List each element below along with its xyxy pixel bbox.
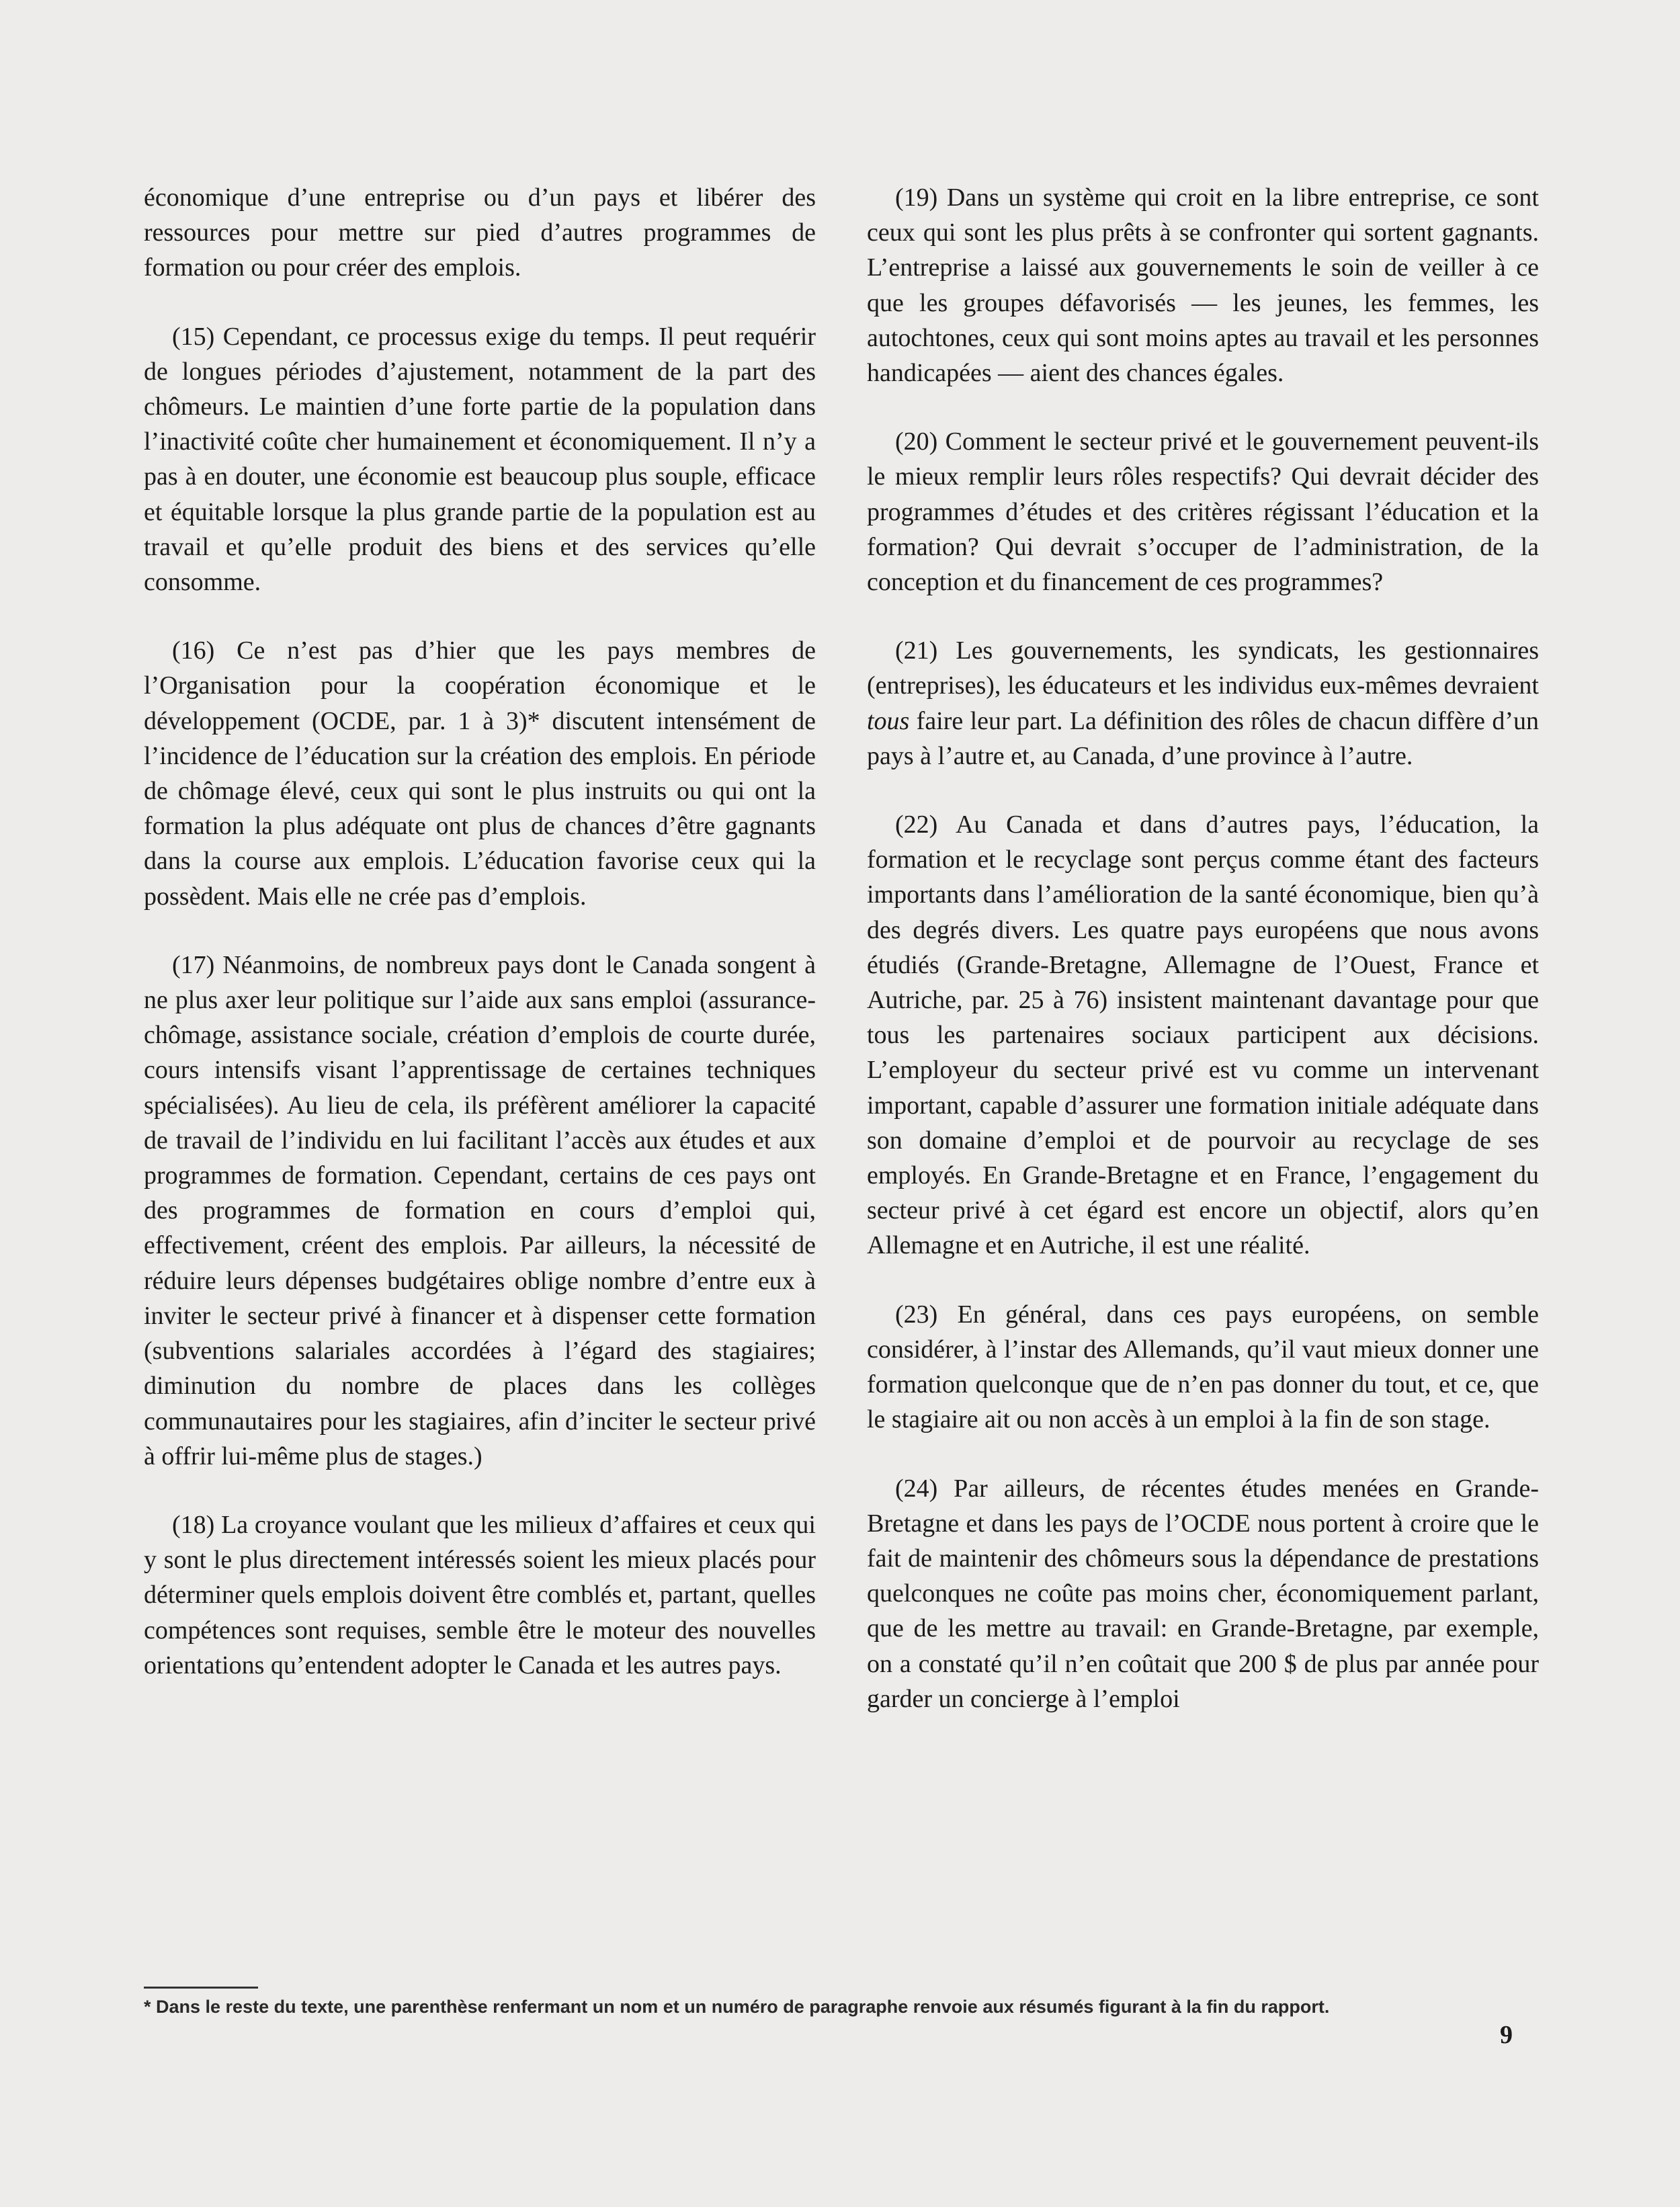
footnote-divider	[144, 1987, 258, 1989]
paragraph-16: (16) Ce n’est pas d’hier que les pays membres de l’Organisation pour la coopération économique et le développement (OCDE, par. 1 à 3)* discutent intensément de l’incidence de l’éducation sur la création des emplois. En période de chômage élevé, ceux qui sont le plus instruits ou qui ont la formation la plus adéquate ont plus de chances d’être gagnants dans la course aux emplois. L’éducation favorise ceux qui la possèdent. Mais elle ne crée pas d’emplois.	[144, 636, 816, 911]
paragraph-21-text-start: (21) Les gouvernements, les syndicats, les gestionnaires (entreprises), les éducateurs et les individus eux-mêmes devraient	[867, 636, 1539, 700]
paragraph-19: (19) Dans un système qui croit en la libre entreprise, ce sont ceux qui sont les plus prêts à se confronter qui sortent gagnants. L’entreprise a laissé aux gouvernements le soin de veiller à ce que les groupes défavorisés — les jeunes, les femmes, les autochtones, ceux qui sont moins aptes au travail et les personnes handicapées — aient des chances égales.	[867, 183, 1539, 388]
paragraph-21-emphasis: tous	[867, 706, 910, 735]
paragraph-14-continued: économique d’une entreprise ou d’un pays et libérer des ressources pour mettre sur pied d’autres programmes de formation ou pour créer des emplois.	[144, 183, 816, 282]
paragraph-18: (18) La croyance voulant que les milieux d’affaires et ceux qui y sont le plus directement intéressés soient les mieux placés pour déterminer quels emplois doivent être comblés et, partant, quelles compétences sont requises, semble être le moteur des nouvelles orientations qu’entendent adopter le Canada et les autres pays.	[144, 1510, 816, 1679]
paragraph-23: (23) En général, dans ces pays européens, on semble considérer, à l’instar des Allemands, qu’il vaut mieux donner une formation quelconque que de n’en pas donner du tout, et ce, que le stagiaire ait ou non accès à un emploi à la fin de son stage.	[867, 1300, 1539, 1434]
left-column	[144, 180, 816, 1716]
paragraph-17: (17) Néanmoins, de nombreux pays dont le Canada songent à ne plus axer leur politique sur l’aide aux sans emploi (assurance-chômage, assistance sociale, création d’emplois de courte durée, cours intensifs visant l’apprentissage de certaines techniques spécialisées). Au lieu de cela, ils préfèrent améliorer la capacité de travail de l’individu en lui facilitant l’accès aux études et aux programmes de formation. Cependant, certains de ces pays ont des programmes de formation en cours d’emploi qui, effectivement, créent des emplois. Par ailleurs, la nécessité de réduire leurs dépenses budgétaires oblige nombre d’entre eux à inviter le secteur privé à financer et à dispenser cette formation (subventions salariales accordées à l’égard des stagiaires; diminution du nombre de places dans les collèges communautaires pour les stagiaires, afin d’inciter le secteur privé à offrir lui-même plus de stages.)	[144, 950, 816, 1470]
paragraph-20: (20) Comment le secteur privé et le gouvernement peuvent-ils le mieux remplir leurs rôles respectifs? Qui devrait décider des programmes d’études et des critères régissant l’éducation et la formation? Qui devrait s’occuper de l’administration, de la conception et du financement de ces programmes?	[867, 427, 1539, 597]
paragraph-21	[867, 633, 1539, 774]
right-column	[867, 180, 1539, 1750]
paragraph-22: (22) Au Canada et dans d’autres pays, l’éducation, la formation et le recyclage sont perçus comme étant des facteurs importants dans l’amélioration de la santé économique, bien qu’à des degrés divers. Les quatre pays européens que nous avons étudiés (Grande-Bretagne, Allemagne de l’Ouest, France et Autriche, par. 25 à 76) insistent maintenant davantage pour que tous les partenaires sociaux participent aux décisions. L’employeur du secteur privé est vu comme un intervenant important, capable d’assurer une formation initiale adéquate dans son domaine d’emploi et de pourvoir au recyclage de ses employés. En Grande-Bretagne et en France, l’engagement du secteur privé à cet égard est encore un objectif, alors qu’en Allemagne et en Autriche, il est une réalité.	[867, 810, 1539, 1260]
footnote: * Dans le reste du texte, une parenthèse renfermant un nom et un numéro de paragraphe renvoie aux résumés figurant à la fin du rapport.	[144, 1997, 1330, 2017]
paragraph-24: (24) Par ailleurs, de récentes études menées en Grande-Bretagne et dans les pays de l’OCDE nous portent à croire que le fait de maintenir des chômeurs sous la dépendance de prestations quelconques ne coûte pas moins cher, économiquement parlant, que de les mettre au travail: en Grande-Bretagne, par exemple, on a constaté qu’il n’en coûtait que 200 $ de plus par année pour garder un concierge à l’emploi	[867, 1474, 1539, 1713]
paragraph-15: (15) Cependant, ce processus exige du temps. Il peut requérir de longues périodes d’ajustement, notamment de la part des chômeurs. Le maintien d’une forte partie de la population dans l’inactivité coûte cher humainement et économiquement. Il n’y a pas à en douter, une économie est beaucoup plus souple, efficace et équitable lorsque la plus grande partie de la population est au travail et qu’elle produit des biens et des services qu’elle consomme.	[144, 322, 816, 597]
page-number: 9	[1500, 2021, 1513, 2049]
paragraph-21-text-end: faire leur part. La définition des rôles de chacun diffère d’un pays à l’autre et, au Canada, d’une province à l’autre.	[867, 706, 1539, 770]
